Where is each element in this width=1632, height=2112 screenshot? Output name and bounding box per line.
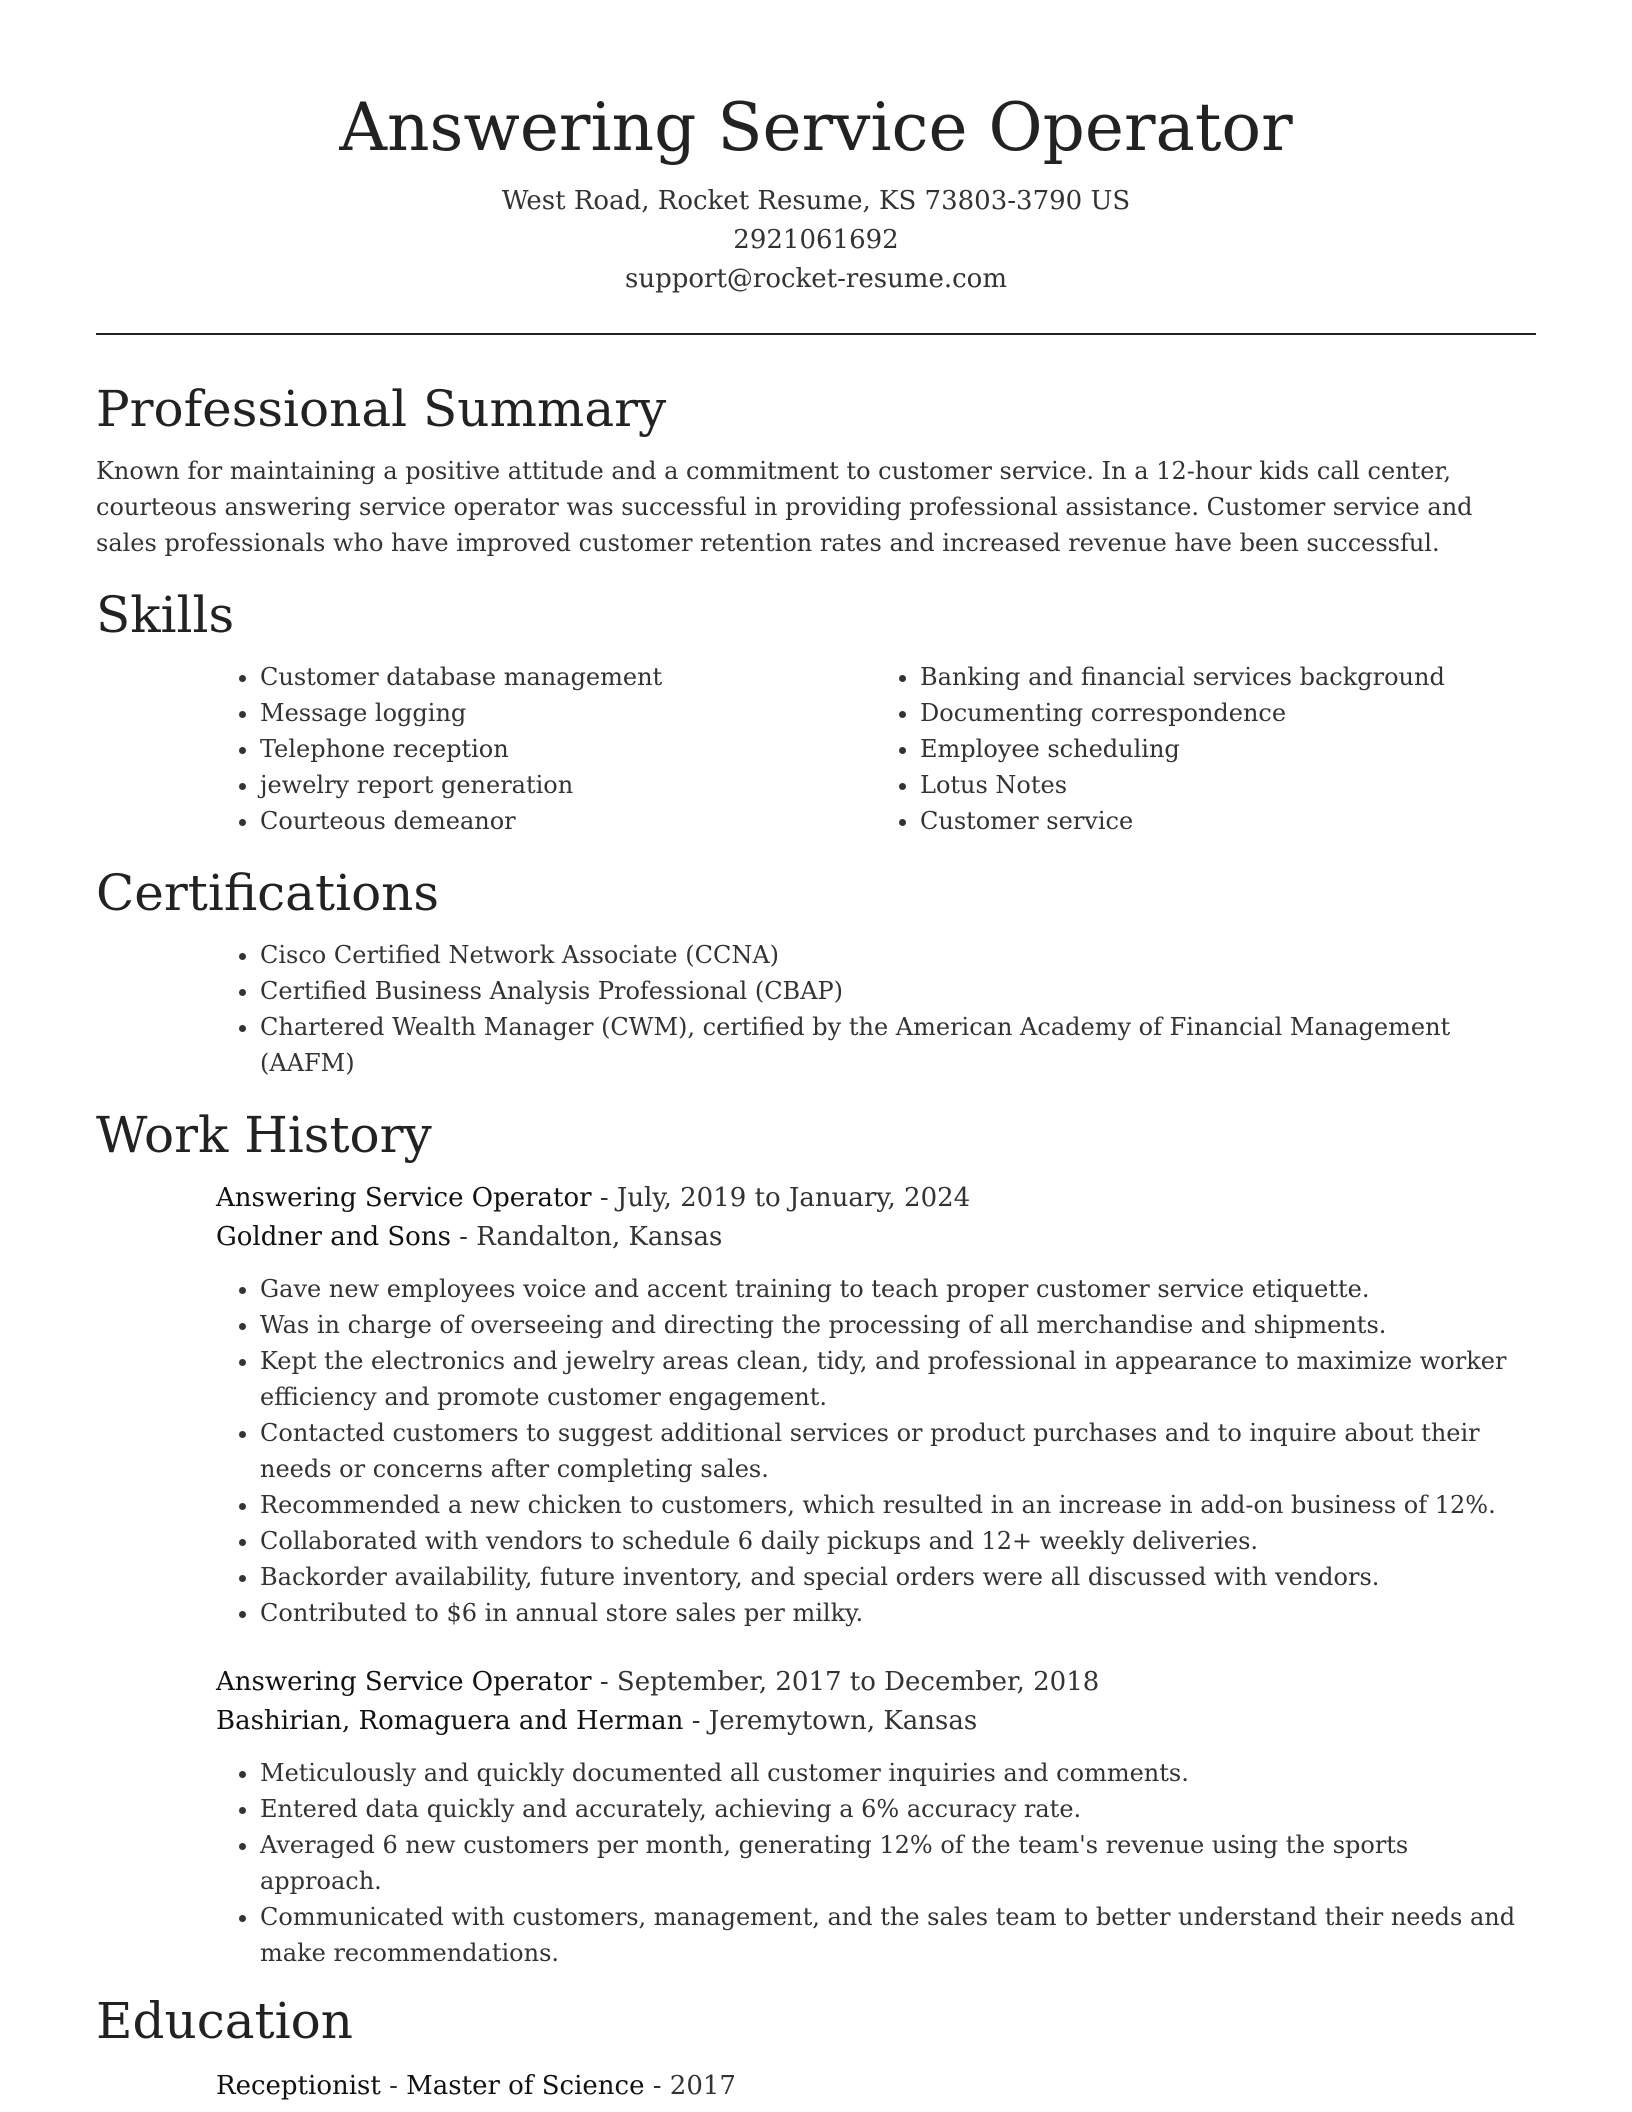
job-bullet: • Contributed to $6 in annual store sales per milky. bbox=[260, 1595, 1536, 1631]
job-bullet: • Kept the electronics and jewelry areas clean, tidy, and professional in appearance to maximize worker efficiency and promote customer engagement. bbox=[260, 1343, 1536, 1415]
education-degree: Master of Science bbox=[406, 2071, 645, 2101]
job-dates: September, 2017 to December, 2018 bbox=[616, 1667, 1100, 1697]
skill-item: • Customer database management bbox=[260, 659, 876, 695]
skill-item: • Employee scheduling bbox=[920, 731, 1536, 767]
job-bullet: • Backorder availability, future inventory, and special orders were all discussed with vendors. bbox=[260, 1559, 1536, 1595]
job-bullet: • Meticulously and quickly documented all customer inquiries and comments. bbox=[260, 1755, 1536, 1791]
job-entry bbox=[216, 1179, 1536, 1631]
contact-phone: 2921061692 bbox=[733, 225, 899, 255]
job-bullet: • Was in charge of overseeing and directing the processing of all merchandise and shipments. bbox=[260, 1307, 1536, 1343]
work-history-title: Work History bbox=[96, 1106, 432, 1164]
job-bullets bbox=[216, 1271, 1536, 1631]
job-bullet: • Recommended a new chicken to customers, which resulted in an increase in add-on business of 12%. bbox=[260, 1487, 1536, 1523]
job-bullets bbox=[216, 1755, 1536, 1971]
skill-item: • Customer service bbox=[920, 803, 1536, 839]
job-bullet: • Communicated with customers, management, and the sales team to better understand their needs and make recommendations. bbox=[260, 1899, 1536, 1971]
job-location: Jeremytown, Kansas bbox=[708, 1706, 978, 1736]
certifications-title: Certifications bbox=[96, 864, 440, 922]
skills-title: Skills bbox=[96, 586, 235, 644]
job-company: Bashirian, Romaguera and Herman bbox=[216, 1706, 684, 1736]
job-company-line: Goldner and Sons - Randalton, Kansas bbox=[216, 1222, 723, 1252]
certifications-section bbox=[96, 861, 1536, 1081]
job-role: Answering Service Operator bbox=[216, 1667, 592, 1697]
work-history-section bbox=[96, 1103, 1536, 1971]
header-divider bbox=[96, 333, 1536, 335]
skill-item: • Telephone reception bbox=[260, 731, 876, 767]
skills-list-right bbox=[876, 659, 1536, 839]
summary-section bbox=[96, 377, 1536, 561]
certifications-body bbox=[216, 937, 1536, 1081]
job-bullet: • Entered data quickly and accurately, achieving a 6% accuracy rate. bbox=[260, 1791, 1536, 1827]
education-section bbox=[96, 1989, 1536, 2106]
certification-item: • Chartered Wealth Manager (CWM), certified by the American Academy of Financial Management (AAFM) bbox=[260, 1009, 1536, 1081]
education-year: 2017 bbox=[669, 2071, 736, 2101]
job-role: Answering Service Operator bbox=[216, 1183, 592, 1213]
certification-item: • Cisco Certified Network Associate (CCNA) bbox=[260, 937, 1536, 973]
skills-list-left bbox=[216, 659, 876, 839]
job-bullet: • Gave new employees voice and accent training to teach proper customer service etiquette. bbox=[260, 1271, 1536, 1307]
skill-item: • Message logging bbox=[260, 695, 876, 731]
candidate-name: Answering Service Operator bbox=[339, 89, 1293, 166]
contact-address: West Road, Rocket Resume, KS 73803-3790 US bbox=[501, 186, 1131, 216]
job-dates: July, 2019 to January, 2024 bbox=[616, 1183, 971, 1213]
resume-page bbox=[96, 0, 1536, 2106]
job-bullet: • Collaborated with vendors to schedule 6 daily pickups and 12+ weekly deliveries. bbox=[260, 1523, 1536, 1559]
resume-header bbox=[96, 0, 1536, 299]
certifications-list bbox=[216, 937, 1536, 1081]
skill-item: • Banking and financial services background bbox=[920, 659, 1536, 695]
job-location: Randalton, Kansas bbox=[476, 1222, 723, 1252]
skill-item: • Documenting correspondence bbox=[920, 695, 1536, 731]
education-title: Education bbox=[96, 1992, 353, 2050]
summary-title: Professional Summary bbox=[96, 380, 667, 438]
education-field: Receptionist bbox=[216, 2071, 381, 2101]
job-title-line: Answering Service Operator - September, 2017 to December, 2018 bbox=[216, 1667, 1100, 1697]
skill-item: • Courteous demeanor bbox=[260, 803, 876, 839]
job-bullet: • Averaged 6 new customers per month, generating 12% of the team's revenue using the sports approach. bbox=[260, 1827, 1536, 1899]
skill-item: • Lotus Notes bbox=[920, 767, 1536, 803]
job-title-line: Answering Service Operator - July, 2019 to January, 2024 bbox=[216, 1183, 971, 1213]
skills-section bbox=[96, 583, 1536, 839]
job-company: Goldner and Sons bbox=[216, 1222, 451, 1252]
certification-item: • Certified Business Analysis Professional (CBAP) bbox=[260, 973, 1536, 1009]
contact-block bbox=[96, 182, 1536, 299]
education-entry: Receptionist - Master of Science - 2017 bbox=[216, 2071, 736, 2101]
skills-columns bbox=[216, 659, 1536, 839]
job-bullet: • Contacted customers to suggest additional services or product purchases and to inquire about their needs or concerns after completing sales. bbox=[260, 1415, 1536, 1487]
skill-item: • jewelry report generation bbox=[260, 767, 876, 803]
summary-text: Known for maintaining a positive attitude and a commitment to customer service. In a 12-hour kids call center, courteous answering service operator was successful in providing professional assistance. Customer service and sales professionals who have improved customer retention rates and increased revenue have been successful. bbox=[96, 457, 1473, 557]
job-entry bbox=[216, 1663, 1536, 1971]
job-company-line: Bashirian, Romaguera and Herman - Jeremytown, Kansas bbox=[216, 1706, 978, 1736]
contact-email: support@rocket-resume.com bbox=[624, 264, 1007, 294]
